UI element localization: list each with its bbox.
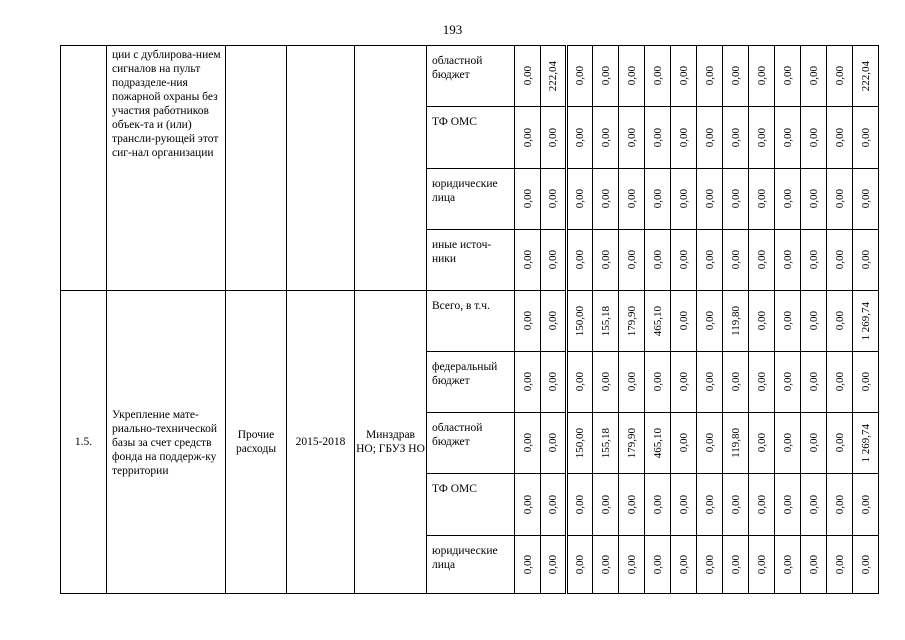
value-cell <box>723 291 749 352</box>
value-text: 0,00 <box>781 189 794 209</box>
value-cell <box>697 536 723 594</box>
value-cell <box>749 413 775 474</box>
value-cell <box>645 230 671 291</box>
value-text: 0,00 <box>547 127 559 148</box>
value-text: 0,00 <box>833 494 846 515</box>
value-cell <box>619 352 645 413</box>
value-text: 0,00 <box>574 127 586 148</box>
value-cell <box>645 474 671 536</box>
value-text: 155,18 <box>599 427 612 459</box>
value-cell <box>853 536 879 594</box>
value-cell <box>593 46 619 107</box>
value-cell <box>697 169 723 230</box>
value-cell <box>723 352 749 413</box>
value-text: 0,00 <box>574 66 586 86</box>
funding-source-cell: областной бюджет <box>427 46 515 107</box>
period-cell: 2015-2018 <box>287 291 355 594</box>
value-cell <box>619 291 645 352</box>
value-cell <box>671 169 697 230</box>
value-text: 0,00 <box>703 250 716 270</box>
value-text: 0,00 <box>574 554 586 575</box>
value-cell <box>801 291 827 352</box>
value-cell <box>827 169 853 230</box>
value-text: 0,00 <box>651 372 664 392</box>
value-text: 0,00 <box>755 433 768 453</box>
value-cell <box>671 474 697 536</box>
value-text: 0,00 <box>729 494 742 515</box>
value-cell <box>775 474 801 536</box>
value-cell <box>749 536 775 594</box>
value-text: 0,00 <box>833 311 846 331</box>
value-cell <box>749 474 775 536</box>
value-cell <box>619 230 645 291</box>
value-text: 0,00 <box>574 372 586 392</box>
value-cell <box>827 291 853 352</box>
value-cell <box>567 474 593 536</box>
value-cell <box>697 46 723 107</box>
funding-source-cell: иные источ-ники <box>427 230 515 291</box>
table-row <box>61 46 879 107</box>
value-cell <box>671 291 697 352</box>
value-text: 0,00 <box>651 554 664 575</box>
value-text: 0,00 <box>547 554 559 575</box>
value-text: 222,04 <box>859 60 872 92</box>
value-cell <box>801 536 827 594</box>
value-text: 0,00 <box>574 494 586 515</box>
value-cell <box>619 474 645 536</box>
value-text: 155,18 <box>599 305 612 337</box>
value-text: 0,00 <box>625 189 638 209</box>
value-cell <box>723 230 749 291</box>
value-text: 0,00 <box>755 311 768 331</box>
item-number-cell <box>61 46 107 291</box>
value-cell <box>541 413 567 474</box>
value-cell <box>541 536 567 594</box>
value-text: 0,00 <box>729 189 742 209</box>
value-cell <box>541 169 567 230</box>
value-cell <box>827 230 853 291</box>
value-cell <box>645 169 671 230</box>
value-cell <box>515 474 541 536</box>
value-cell <box>801 46 827 107</box>
value-cell <box>801 169 827 230</box>
funding-source-cell: федеральный бюджет <box>427 352 515 413</box>
value-cell <box>671 46 697 107</box>
value-text: 0,00 <box>781 433 794 453</box>
value-cell <box>593 536 619 594</box>
value-cell <box>515 536 541 594</box>
value-cell <box>619 107 645 169</box>
table-row <box>61 291 879 352</box>
value-cell <box>593 230 619 291</box>
value-text: 0,00 <box>651 66 664 86</box>
value-cell <box>749 46 775 107</box>
value-text: 0,00 <box>703 433 716 453</box>
value-text: 0,00 <box>833 127 846 148</box>
value-cell <box>567 169 593 230</box>
value-text: 0,00 <box>521 311 534 331</box>
value-text: 0,00 <box>859 494 872 515</box>
value-cell <box>697 413 723 474</box>
funding-source-cell: ТФ ОМС <box>427 107 515 169</box>
value-cell <box>723 536 749 594</box>
value-text: 0,00 <box>651 494 664 515</box>
value-cell <box>853 169 879 230</box>
value-text: 0,00 <box>547 189 559 209</box>
value-text: 0,00 <box>677 554 690 575</box>
value-text: 0,00 <box>807 127 820 148</box>
value-text: 0,00 <box>599 189 612 209</box>
value-text: 0,00 <box>781 250 794 270</box>
value-text: 0,00 <box>703 66 716 86</box>
value-cell <box>541 352 567 413</box>
value-cell <box>645 46 671 107</box>
value-text: 0,00 <box>859 127 872 148</box>
value-text: 0,00 <box>833 189 846 209</box>
value-cell <box>567 536 593 594</box>
value-cell <box>541 291 567 352</box>
value-cell <box>775 230 801 291</box>
value-cell <box>515 230 541 291</box>
value-text: 0,00 <box>859 189 872 209</box>
funding-source-cell: юридические лица <box>427 169 515 230</box>
value-cell <box>567 107 593 169</box>
value-text: 0,00 <box>521 250 534 270</box>
value-cell <box>801 474 827 536</box>
value-cell <box>515 413 541 474</box>
value-text: 0,00 <box>703 189 716 209</box>
value-text: 119,80 <box>729 428 742 458</box>
value-text: 0,00 <box>729 554 742 575</box>
value-text: 0,00 <box>729 127 742 148</box>
value-text: 119,80 <box>729 306 742 336</box>
value-cell <box>515 46 541 107</box>
value-text: 0,00 <box>807 433 820 453</box>
value-cell <box>801 413 827 474</box>
item-description-cell: ции с дублирова-нием сигналов на пульт подразделе-ния пожарной охраны без участия работников объек-та и (или) трансли-рующей этот сиг-нал организации <box>107 46 226 291</box>
value-cell <box>749 230 775 291</box>
value-text: 0,00 <box>807 189 820 209</box>
expense-type-cell: Прочие расходы <box>226 291 287 594</box>
item-description-cell: Укрепление мате-риально-технической базы за счет средств фонда на поддерж-ку территории <box>107 291 226 594</box>
value-cell <box>853 352 879 413</box>
value-cell <box>853 474 879 536</box>
value-text: 0,00 <box>703 372 716 392</box>
funding-source-cell: Всего, в т.ч. <box>427 291 515 352</box>
value-text: 0,00 <box>703 127 716 148</box>
value-cell <box>645 536 671 594</box>
value-cell <box>645 291 671 352</box>
value-text: 0,00 <box>677 433 690 453</box>
value-text: 0,00 <box>755 250 768 270</box>
value-cell <box>593 413 619 474</box>
value-text: 0,00 <box>625 554 638 575</box>
budget-table-body <box>61 46 879 594</box>
budget-table <box>60 45 879 594</box>
value-text: 0,00 <box>781 494 794 515</box>
value-text: 0,00 <box>703 311 716 331</box>
value-text: 0,00 <box>807 250 820 270</box>
value-cell <box>567 413 593 474</box>
value-text: 0,00 <box>625 66 638 86</box>
value-text: 0,00 <box>625 250 638 270</box>
value-cell <box>619 46 645 107</box>
value-cell <box>515 107 541 169</box>
value-text: 0,00 <box>547 250 559 270</box>
value-cell <box>775 413 801 474</box>
value-text: 0,00 <box>521 189 534 209</box>
value-cell <box>515 291 541 352</box>
value-cell <box>593 107 619 169</box>
page-number: 193 <box>442 22 463 37</box>
value-cell <box>671 230 697 291</box>
value-cell <box>697 230 723 291</box>
value-text: 0,00 <box>703 554 716 575</box>
value-cell <box>697 352 723 413</box>
executor-cell <box>355 46 427 291</box>
value-text: 0,00 <box>807 66 820 86</box>
value-text: 0,00 <box>599 372 612 392</box>
value-cell <box>827 536 853 594</box>
value-cell <box>775 107 801 169</box>
expense-type-cell <box>226 46 287 291</box>
value-text: 0,00 <box>833 372 846 392</box>
value-text: 0,00 <box>781 311 794 331</box>
value-cell <box>853 413 879 474</box>
value-text: 179,90 <box>625 305 638 337</box>
value-text: 150,00 <box>574 305 586 337</box>
value-cell <box>775 291 801 352</box>
value-text: 0,00 <box>547 433 559 453</box>
value-text: 0,00 <box>807 311 820 331</box>
value-cell <box>775 46 801 107</box>
value-cell <box>827 352 853 413</box>
value-cell <box>723 107 749 169</box>
value-cell <box>723 46 749 107</box>
value-cell <box>723 413 749 474</box>
value-text: 465,10 <box>651 427 664 459</box>
value-cell <box>593 352 619 413</box>
value-cell <box>853 230 879 291</box>
value-text: 0,00 <box>833 433 846 453</box>
value-cell <box>645 352 671 413</box>
value-text: 0,00 <box>677 189 690 209</box>
value-cell <box>541 474 567 536</box>
value-cell <box>619 413 645 474</box>
value-cell <box>801 352 827 413</box>
value-text: 0,00 <box>599 250 612 270</box>
value-cell <box>671 413 697 474</box>
value-text: 0,00 <box>599 554 612 575</box>
funding-source-cell: юридические лица <box>427 536 515 594</box>
value-text: 0,00 <box>651 189 664 209</box>
value-text: 0,00 <box>729 250 742 270</box>
value-cell <box>827 107 853 169</box>
value-text: 0,00 <box>807 494 820 515</box>
value-text: 0,00 <box>703 494 716 515</box>
value-text: 0,00 <box>677 250 690 270</box>
value-cell <box>775 536 801 594</box>
value-text: 0,00 <box>677 494 690 515</box>
value-cell <box>749 352 775 413</box>
value-text: 0,00 <box>833 554 846 575</box>
value-cell <box>567 46 593 107</box>
value-cell <box>697 291 723 352</box>
funding-source-cell: областной бюджет <box>427 413 515 474</box>
value-text: 1 269,74 <box>859 301 872 341</box>
value-text: 0,00 <box>521 554 534 575</box>
value-text: 0,00 <box>807 554 820 575</box>
value-text: 0,00 <box>755 372 768 392</box>
executor-cell: Минздрав НО; ГБУЗ НО <box>355 291 427 594</box>
item-number-cell: 1.5. <box>61 291 107 594</box>
value-text: 0,00 <box>547 372 559 392</box>
value-cell <box>723 169 749 230</box>
value-text: 0,00 <box>521 372 534 392</box>
value-text: 0,00 <box>729 372 742 392</box>
value-cell <box>853 107 879 169</box>
value-text: 0,00 <box>859 250 872 270</box>
value-text: 0,00 <box>521 127 534 148</box>
value-text: 465,10 <box>651 305 664 337</box>
value-text: 0,00 <box>625 494 638 515</box>
value-cell <box>827 413 853 474</box>
value-cell <box>749 291 775 352</box>
value-cell <box>593 474 619 536</box>
value-text: 0,00 <box>677 372 690 392</box>
value-text: 150,00 <box>574 427 586 459</box>
value-cell <box>697 107 723 169</box>
value-text: 179,90 <box>625 427 638 459</box>
value-text: 0,00 <box>859 554 872 575</box>
value-cell <box>567 291 593 352</box>
value-cell <box>775 352 801 413</box>
value-cell <box>853 46 879 107</box>
value-cell <box>827 46 853 107</box>
value-text: 0,00 <box>547 494 559 515</box>
value-text: 0,00 <box>807 372 820 392</box>
value-cell <box>645 413 671 474</box>
value-text: 0,00 <box>781 372 794 392</box>
value-text: 0,00 <box>574 189 586 209</box>
value-cell <box>749 107 775 169</box>
value-cell <box>541 46 567 107</box>
value-text: 0,00 <box>574 250 586 270</box>
value-cell <box>567 352 593 413</box>
value-text: 0,00 <box>859 372 872 392</box>
value-cell <box>671 107 697 169</box>
value-text: 0,00 <box>729 66 742 86</box>
value-text: 0,00 <box>755 494 768 515</box>
value-text: 0,00 <box>755 66 768 86</box>
value-text: 0,00 <box>755 189 768 209</box>
value-text: 0,00 <box>651 250 664 270</box>
value-cell <box>541 107 567 169</box>
value-cell <box>671 352 697 413</box>
value-text: 0,00 <box>781 554 794 575</box>
value-cell <box>567 230 593 291</box>
value-text: 0,00 <box>755 127 768 148</box>
value-text: 0,00 <box>833 250 846 270</box>
value-cell <box>515 169 541 230</box>
value-cell <box>749 169 775 230</box>
value-text: 0,00 <box>755 554 768 575</box>
value-text: 0,00 <box>599 127 612 148</box>
value-text: 0,00 <box>547 311 559 331</box>
funding-source-cell: ТФ ОМС <box>427 474 515 536</box>
value-text: 0,00 <box>521 433 534 453</box>
value-cell <box>801 107 827 169</box>
value-cell <box>619 169 645 230</box>
value-cell <box>827 474 853 536</box>
value-cell <box>593 169 619 230</box>
value-text: 0,00 <box>521 494 534 515</box>
value-text: 0,00 <box>677 66 690 86</box>
value-text: 0,00 <box>599 66 612 86</box>
value-text: 0,00 <box>599 494 612 515</box>
value-cell <box>671 536 697 594</box>
value-text: 0,00 <box>781 127 794 148</box>
value-cell <box>619 536 645 594</box>
value-text: 0,00 <box>781 66 794 86</box>
value-text: 0,00 <box>625 372 638 392</box>
value-cell <box>723 474 749 536</box>
value-cell <box>801 230 827 291</box>
value-text: 0,00 <box>677 311 690 331</box>
value-text: 0,00 <box>521 66 534 86</box>
value-text: 1 269,74 <box>859 423 872 463</box>
value-cell <box>515 352 541 413</box>
value-cell <box>541 230 567 291</box>
value-text: 0,00 <box>625 127 638 148</box>
value-cell <box>697 474 723 536</box>
value-cell <box>645 107 671 169</box>
value-text: 0,00 <box>651 127 664 148</box>
value-cell <box>853 291 879 352</box>
value-text: 0,00 <box>677 127 690 148</box>
period-cell <box>287 46 355 291</box>
value-text: 222,04 <box>547 60 559 92</box>
value-cell <box>593 291 619 352</box>
value-text: 0,00 <box>833 66 846 86</box>
value-cell <box>775 169 801 230</box>
